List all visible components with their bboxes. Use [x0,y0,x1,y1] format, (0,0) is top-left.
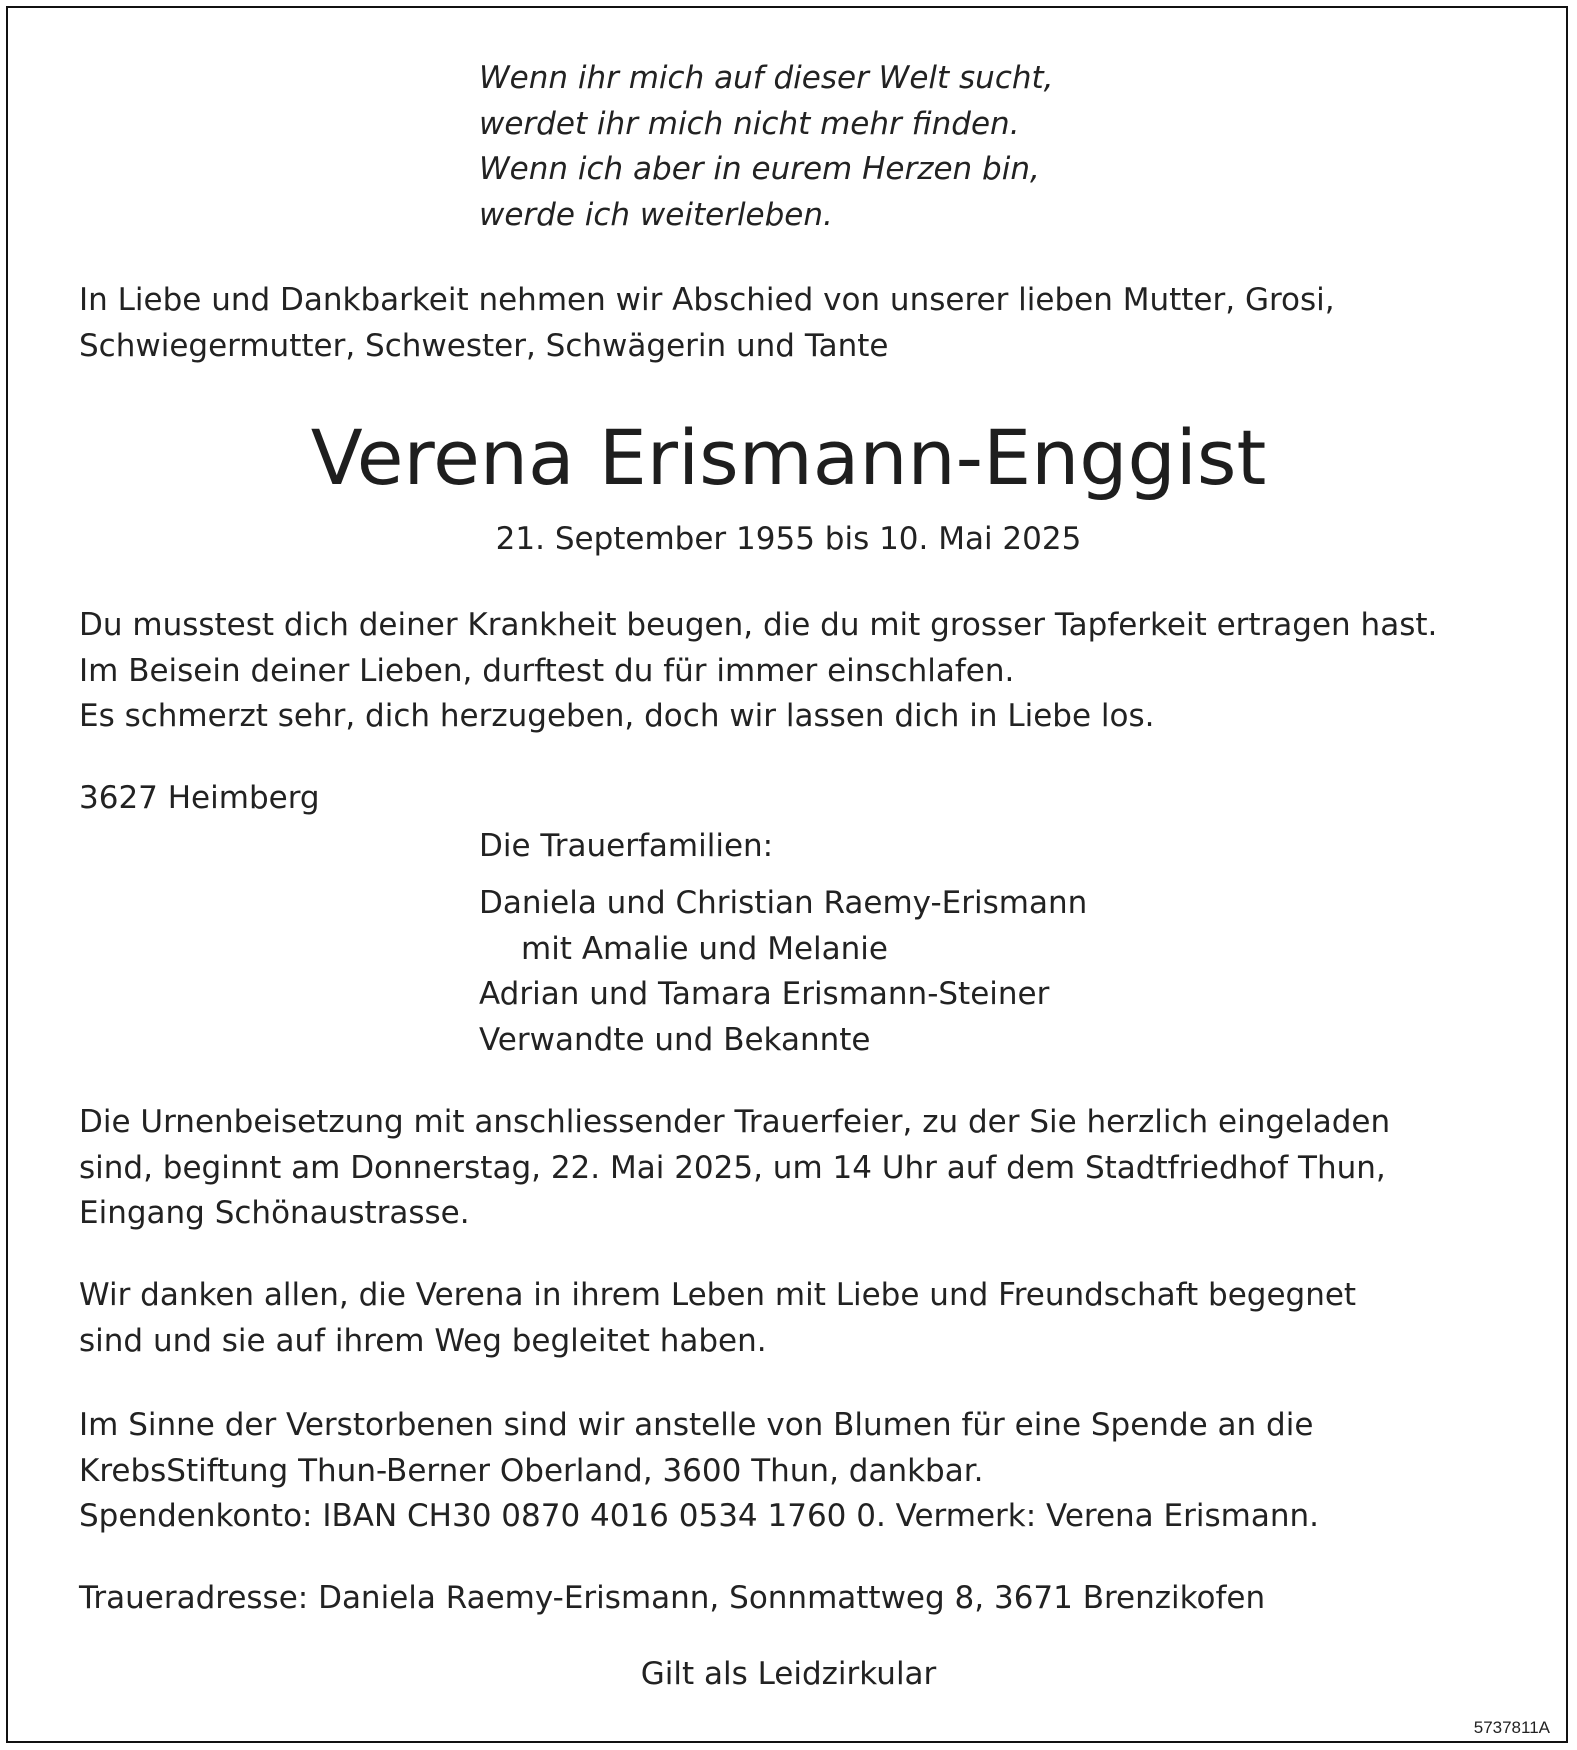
farewell-line: Du musstest dich deiner Krankheit beugen, die du mit grosser Tapferkeit ertragen hast. [79,607,1438,643]
burial-line: Die Urnenbeisetzung mit anschliessender Trauerfeier, zu der Sie herzlich eingeladen [79,1104,1391,1140]
poem-line: werde ich weiterleben. [479,196,833,233]
farewell-line: Es schmerzt sehr, dich herzugeben, doch wir lassen dich in Liebe los. [79,698,1155,734]
donation-line: Spendenkonto: IBAN CH30 0870 4016 0534 1760 0. Vermerk: Verena Erismann. [79,1498,1319,1534]
burial-line: sind, beginnt am Donnerstag, 22. Mai 2025, um 14 Uhr auf dem Stadtfriedhof Thun, [79,1149,1386,1186]
family-member: Daniela und Christian Raemy-Erismann [479,885,1088,921]
intro-line: Schwiegermutter, Schwester, Schwägerin und Tante [79,327,889,364]
burial-line: Eingang Schönaustrasse. [79,1195,470,1231]
poem-line: Wenn ihr mich auf dieser Welt sucht, [479,60,1054,96]
place: 3627 Heimberg [79,780,320,816]
thanks-text [79,1273,1356,1364]
family-member: Adrian und Tamara Erismann-Steiner [479,976,1050,1012]
donation-text [79,1403,1319,1540]
intro-line: In Liebe und Dankbarkeit nehmen wir Abschied von unserer lieben Mutter, Grosi, [79,282,1335,318]
families-heading: Die Trauerfamilien: [479,828,774,864]
circular-note: Gilt als Leidzirkular [640,1656,937,1692]
families-list [479,881,1087,1063]
deceased-name: Verena Erismann-Enggist [310,413,1267,502]
farewell-text [79,603,1437,740]
poem [479,56,1054,238]
farewell-line: Im Beisein deiner Lieben, durftest du für immer einschlafen. [79,652,1015,689]
burial-text [79,1100,1390,1237]
thanks-line: sind und sie auf ihrem Weg begleitet haben. [79,1322,767,1359]
reference-number: 5737811A [1473,1718,1550,1737]
poem-line: werdet ihr mich nicht mehr finden. [479,105,1020,142]
donation-line: Im Sinne der Verstorbenen sind wir anstelle von Blumen für eine Spende an die [79,1407,1314,1443]
thanks-line: Wir danken allen, die Verena in ihrem Leben mit Liebe und Freundschaft begegnet [79,1277,1357,1313]
intro-text [79,278,1335,369]
family-member: mit Amalie und Melanie [521,930,888,967]
mourning-address: Traueradresse: Daniela Raemy-Erismann, Sonnmattweg 8, 3671 Brenzikofen [79,1580,1266,1616]
life-dates: 21. September 1955 bis 10. Mai 2025 [495,521,1082,557]
donation-line: KrebsStiftung Thun-Berner Oberland, 3600 Thun, dankbar. [79,1452,984,1489]
poem-line: Wenn ich aber in eurem Herzen bin, [479,151,1040,187]
family-member: Verwandte und Bekannte [479,1021,871,1058]
